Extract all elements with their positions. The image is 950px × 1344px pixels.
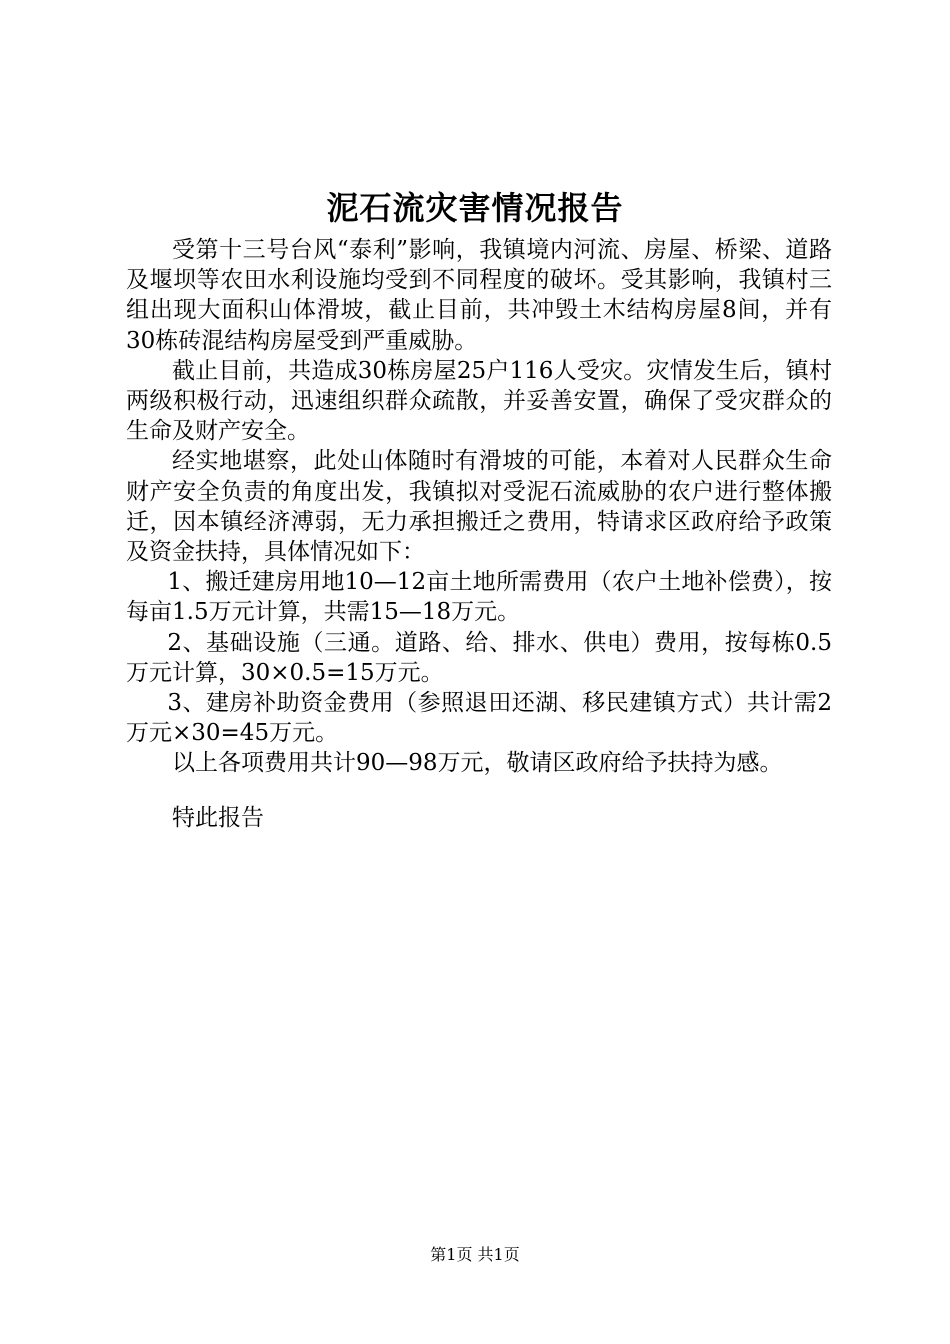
paragraph-relocation-request: 经实地堪察，此处山体随时有滑坡的可能，本着对人民群众生命财产安全负责的角度出发，我镇拟对受泥石流威胁的农户进行整体搬迁，因本镇经济溥弱，无力承担搬迁之费用，特请求区政府给予政策及资金扶持，具体情况如下： (126, 448, 832, 566)
document-body (126, 235, 832, 833)
list-item-infrastructure-cost: 2、基础设施（三通。道路、给、排水、供电）费用，按每栋0.5万元计算，30×0.5=15万元。 (126, 629, 832, 686)
page-footer: 第1页 共1页 (430, 1245, 520, 1264)
document-title: 泥石流灾害情况报告 (326, 189, 624, 227)
list-item-land-cost: 1、搬迁建房用地10—12亩土地所需费用（农户土地补偿费），按每亩1.5万元计算，共需15—18万元。 (126, 569, 832, 626)
paragraph-typhoon-impact: 受第十三号台风“泰利”影响，我镇境内河流、房屋、桥梁、道路及堰坝等农田水利设施均受到不同程度的破坏。受其影响，我镇村三组出现大面积山体滑坡，截止目前，共冲毁土木结构房屋8间，并有30栋砖混结构房屋受到严重威胁。 (126, 237, 832, 354)
paragraph-casualties: 截止目前，共造成30栋房屋25户116人受灾。灾情发生后，镇村两级积极行动，迅速组织群众疏散，并妥善安置，确保了受灾群众的生命及财产安全。 (126, 357, 832, 445)
paragraph-summary: 以上各项费用共计90—98万元，敬请区政府给予扶持为感。 (172, 750, 783, 777)
list-item-housing-subsidy: 3、建房补助资金费用（参照退田还湖、移民建镇方式）共计需2万元×30=45万元。 (126, 690, 832, 747)
closing-text: 特此报告 (172, 804, 264, 831)
